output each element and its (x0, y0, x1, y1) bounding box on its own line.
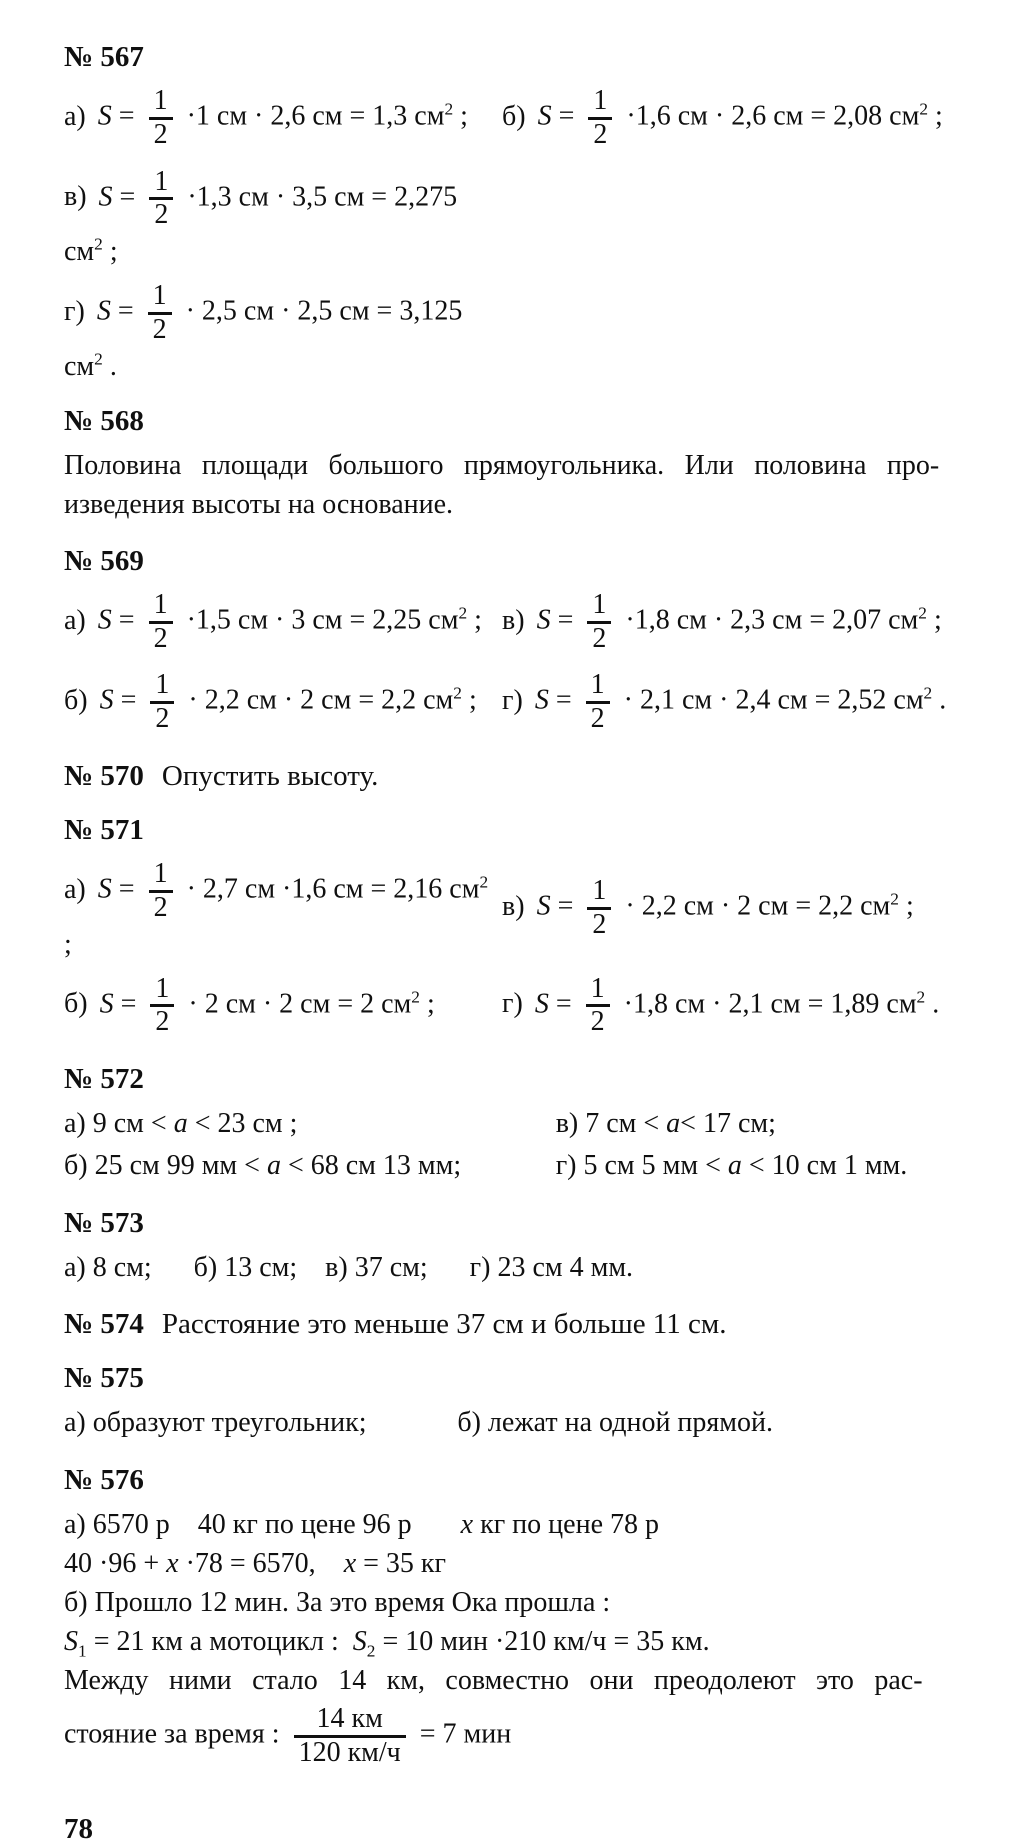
text-run: б) лежат на одной прямой. (457, 1407, 774, 1439)
text-run: ; (928, 100, 943, 132)
problem-heading (64, 1463, 958, 1497)
fraction (294, 1704, 406, 1769)
problem-heading (64, 404, 958, 438)
fraction-numerator: 1 (152, 280, 167, 312)
math-variable: S (352, 1626, 367, 1658)
math-variable: S (99, 988, 114, 1020)
problem-heading (64, 1361, 958, 1395)
fraction (149, 590, 173, 655)
item-label: г) (502, 685, 523, 717)
text-run: кг по цене 78 р (473, 1509, 659, 1541)
text-run: ; (467, 604, 482, 636)
text-run: = (550, 890, 581, 922)
text-run: ·1,8 см · 2,3 см = 2,07 см (618, 604, 919, 636)
math-variable: S (97, 604, 112, 636)
item-label: б) (64, 685, 88, 717)
fraction-numerator: 1 (592, 874, 607, 906)
formula (502, 872, 914, 945)
two-column-line (64, 1104, 958, 1144)
formula (64, 970, 502, 1043)
superscript: 2 (918, 603, 927, 623)
math-variable: x (460, 1509, 474, 1541)
text-run: ; (926, 604, 942, 636)
item-label: б) (64, 988, 88, 1020)
superscript: 2 (453, 683, 462, 703)
math-variable: S (97, 100, 112, 132)
fraction-denominator: 2 (587, 621, 611, 655)
text-run: · 2,2 см · 2 см = 2,2 см (618, 890, 891, 922)
right-item (556, 1104, 958, 1144)
text-line (64, 1700, 958, 1773)
fraction (587, 876, 611, 941)
math-variable: a (666, 1108, 681, 1140)
superscript: 2 (890, 889, 899, 909)
fraction-numerator: 1 (592, 588, 607, 620)
problem-heading (64, 759, 958, 793)
formula-row (64, 666, 958, 739)
fraction-denominator: 2 (150, 701, 174, 735)
fraction-numerator: 14 км (316, 1703, 383, 1735)
two-column-line (64, 1403, 958, 1443)
fraction-numerator: 1 (155, 972, 170, 1004)
fraction (588, 86, 612, 151)
math-variable: S (537, 100, 552, 132)
fraction-numerator: 1 (153, 857, 168, 889)
fraction-numerator: 1 (590, 669, 605, 701)
math-variable: S (536, 604, 551, 636)
fraction-denominator: 2 (149, 197, 173, 231)
fraction-denominator: 2 (149, 890, 173, 924)
text-run: ; (898, 890, 914, 922)
problem-heading (64, 544, 958, 578)
problem-number: № 574 (64, 1308, 144, 1341)
problem-number: № 575 (64, 1362, 144, 1395)
problem-number: № 568 (64, 404, 144, 437)
two-column-line (64, 1146, 958, 1186)
text-run: = 35 кг (356, 1548, 447, 1580)
text-run: 40 ·96 + (64, 1548, 167, 1580)
paragraph-line: Половина площади большого прямоугольника. Или половина про- (64, 449, 940, 481)
item-label: г) (502, 988, 523, 1020)
text-line (64, 1583, 958, 1622)
problem-number: № 576 (64, 1464, 144, 1497)
formula (502, 82, 943, 155)
text-run: б) 25 см 99 мм < (64, 1150, 267, 1182)
text-run: · 2,7 см ·1,6 см = 2,16 см (179, 873, 480, 905)
formula (502, 586, 942, 659)
subscript: 2 (366, 1641, 376, 1661)
fraction-denominator: 120 км/ч (294, 1735, 406, 1769)
formula-row (64, 163, 958, 270)
superscript: 2 (923, 683, 933, 703)
text-run: = (548, 988, 579, 1020)
text-line (64, 1248, 958, 1287)
math-variable: a (266, 1150, 281, 1182)
formula (64, 855, 502, 962)
math-variable: S (534, 988, 549, 1020)
item-label: а) (64, 604, 86, 636)
superscript: 2 (444, 99, 454, 119)
item-label: в) (502, 890, 525, 922)
text-line (64, 1622, 958, 1661)
text-run: · 2,2 см · 2 см = 2,2 см (181, 685, 454, 717)
text-run: = (112, 181, 143, 213)
text-run: · 2,1 см · 2,4 см = 2,52 см (616, 685, 924, 717)
math-variable: S (64, 1626, 78, 1658)
text-run: ·1,5 см · 3 см = 2,25 см (179, 604, 459, 636)
text-run: ; (102, 236, 118, 268)
fraction-numerator: 1 (593, 85, 608, 116)
formula (64, 163, 502, 270)
fraction-denominator: 2 (150, 1004, 174, 1038)
text-run: < 23 см ; (187, 1108, 298, 1140)
fraction-denominator: 2 (149, 117, 173, 151)
left-item (64, 1146, 556, 1186)
problem-number: № 570 (64, 759, 144, 792)
text-run: = (548, 685, 579, 717)
problem-heading (64, 1307, 958, 1341)
text-run: = (551, 100, 582, 132)
item-label: г) (64, 295, 85, 327)
text-run: = (111, 604, 142, 636)
superscript: 2 (479, 872, 489, 892)
math-variable: S (97, 873, 112, 905)
left-item (64, 1104, 556, 1144)
fraction (587, 590, 611, 655)
item-label: в) (64, 181, 87, 213)
fraction-denominator: 2 (148, 312, 172, 346)
text-run: а) 8 см; б) 13 см; в) 37 см; г) 23 см 4 мм. (64, 1252, 634, 1284)
fraction (149, 859, 173, 924)
fraction (586, 670, 610, 735)
fraction-denominator: 2 (149, 621, 173, 655)
problem-number: № 567 (64, 41, 144, 73)
text-run: а) 9 см < (64, 1108, 174, 1140)
text-run: ; (453, 100, 468, 132)
text-run: в) 7 см < (555, 1108, 667, 1140)
problem-number: № 572 (64, 1063, 144, 1096)
text-run: ·1,6 см · 2,6 см = 2,08 см (619, 100, 920, 132)
formula (64, 586, 502, 659)
text-run: а) образуют треугольник; (64, 1407, 367, 1439)
formula-row (64, 277, 958, 384)
text-run: = (113, 988, 144, 1020)
paragraph-line: изведения высоты на основание. (64, 488, 454, 520)
superscript: 2 (458, 603, 468, 623)
formula-row (64, 970, 958, 1043)
math-variable: S (536, 890, 551, 922)
fraction-numerator: 1 (590, 972, 605, 1004)
formula (502, 970, 939, 1043)
text-run: = (111, 873, 142, 905)
formula-row (64, 586, 958, 659)
math-variable: x (166, 1548, 179, 1580)
superscript: 2 (919, 99, 928, 119)
text-run: = 21 км а мотоцикл : (86, 1626, 353, 1658)
item-label: в) (502, 604, 525, 636)
math-variable: S (534, 685, 549, 717)
text-run: ; (64, 873, 496, 960)
text-run: . (102, 350, 117, 382)
text-line (64, 1505, 958, 1544)
text-run: = (111, 100, 142, 132)
formula-row (64, 82, 958, 155)
problem-number: № 569 (64, 544, 144, 577)
formula (64, 277, 502, 384)
text-run: г) 5 см 5 мм < (555, 1150, 728, 1182)
fraction (150, 670, 174, 735)
fraction-numerator: 1 (154, 165, 169, 197)
text-run: = (110, 295, 141, 327)
fraction (586, 974, 610, 1039)
text-run: < 17 см; (680, 1108, 776, 1140)
fraction-denominator: 2 (587, 907, 611, 941)
heading-text: Расстояние это меньше 37 см и больше 11 см. (161, 1308, 727, 1341)
heading-text: Опустить высоту. (161, 759, 379, 792)
text-run: ·1,8 см · 2,1 см = 1,89 см (616, 988, 917, 1020)
problem-number: № 571 (64, 813, 144, 846)
problem-heading (64, 813, 958, 847)
text-run: < 68 см 13 мм; (280, 1150, 462, 1182)
text-run: б) Прошло 12 мин. За это время Ока прошла : (64, 1587, 611, 1619)
text-run: ; (461, 685, 477, 717)
text-run: стояние за время : (64, 1718, 287, 1750)
fraction-numerator: 1 (153, 85, 168, 116)
formula-row (64, 855, 958, 962)
superscript: 2 (94, 349, 103, 369)
problem-heading (64, 1206, 958, 1240)
fraction (149, 167, 173, 232)
superscript: 2 (94, 234, 103, 254)
fraction (148, 281, 172, 346)
page-number: 78 (64, 1812, 93, 1845)
math-variable: a (727, 1150, 742, 1182)
item-label: а) (64, 873, 86, 905)
fraction (150, 974, 174, 1039)
text-run: < 10 см 1 мм. (741, 1150, 908, 1182)
problem-heading (64, 40, 958, 74)
text-run: а) 6570 р 40 кг по цене 96 р (64, 1509, 461, 1541)
item-label: б) (502, 100, 526, 132)
problem-number: № 573 (64, 1207, 144, 1240)
text-run: ·1 см · 2,6 см = 1,3 см (179, 100, 445, 132)
text-run: . (932, 685, 947, 717)
right-item (556, 1146, 958, 1186)
text-run: = (550, 604, 581, 636)
formula (502, 666, 946, 739)
text-run: ; (419, 988, 435, 1020)
fraction-denominator: 2 (586, 1004, 610, 1038)
problem-heading (64, 1062, 958, 1096)
math-variable: a (173, 1108, 188, 1140)
text-line (64, 1661, 958, 1700)
text-run: = 7 мин (412, 1718, 512, 1750)
text-run: ·78 = 6570, (178, 1548, 344, 1580)
fraction-denominator: 2 (586, 701, 610, 735)
math-variable: x (343, 1548, 357, 1580)
text-run: . (925, 988, 940, 1020)
math-variable: S (98, 181, 113, 213)
right-item (457, 1403, 958, 1443)
formula (64, 666, 502, 739)
left-item (64, 1403, 457, 1443)
superscript: 2 (411, 986, 420, 1006)
fraction-numerator: 1 (153, 588, 168, 620)
text-run: · 2,5 см · 2,5 см = 3,125 см (64, 295, 470, 382)
formula (64, 82, 502, 155)
text-run: = 10 мин ·210 км/ч = 35 км. (375, 1626, 710, 1658)
text-line (64, 1544, 958, 1583)
text-run: = (113, 685, 144, 717)
text-run: ·1,3 см · 3,5 см = 2,275 см (64, 181, 465, 268)
fraction (149, 86, 173, 151)
math-variable: S (99, 685, 114, 717)
text-run: · 2 см · 2 см = 2 см (181, 988, 412, 1020)
subscript: 1 (78, 1641, 87, 1661)
superscript: 2 (916, 986, 926, 1006)
text-run: Между ними стало 14 км, совместно они преодолеют это рас- (64, 1665, 923, 1697)
math-variable: S (96, 295, 111, 327)
fraction-denominator: 2 (588, 117, 612, 151)
item-label: а) (64, 100, 86, 132)
fraction-numerator: 1 (155, 669, 170, 701)
